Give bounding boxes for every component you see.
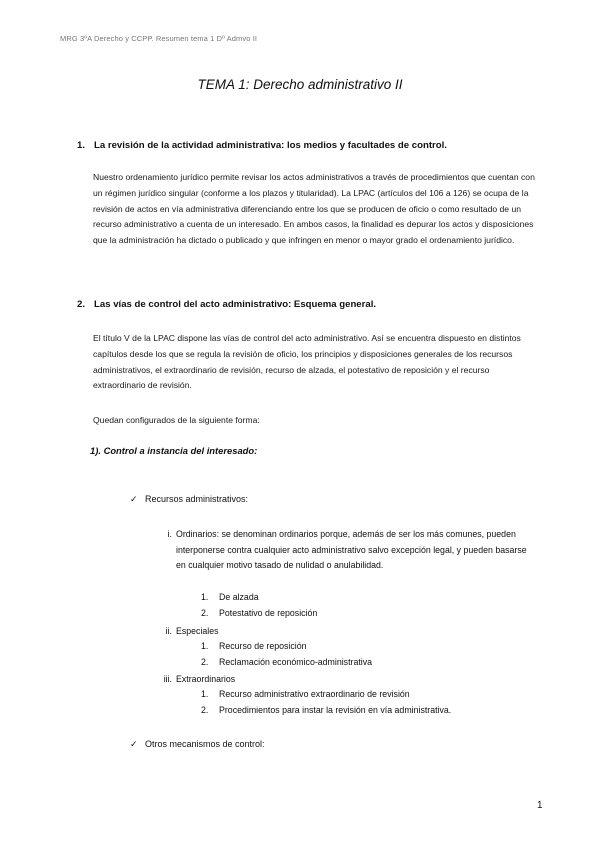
checklist-label: Recursos administrativos: [145,494,249,504]
section-2-paragraph: El título V de la LPAC dispone las vías de control del acto administrativo. Así se encuentra dispuesto en distintos capítulos desde los que se regula la revisión de oficio, los principios y disposiciones generales de los recursos administrativos, el extraordinario de revisión, recurso de alzada, el potestativo de reposición y el recurso extraordinario de revisión. [93,333,521,391]
page-title: TEMA 1: Derecho administrativo II [197,77,403,92]
section-heading-text: Las vías de control del acto administrativo: Esquema general. [94,299,377,310]
sub-item [201,608,501,620]
sub-item-number: 2. [201,608,209,618]
header-note: MRG 3ºA Derecho y CCPP. Resumen tema 1 Dº Admvo II [60,34,258,43]
roman-item-i [158,527,543,589]
sub-item-text: Procedimientos para instar la revisión en vía administrativa. [219,705,452,715]
sub-item-number: 2. [201,705,209,715]
checklist-label: Otros mecanismos de control: [145,739,265,749]
roman-item-text: Extraordinarios [176,674,236,684]
checkmark-icon: ✓ [130,739,138,749]
subsection-heading [90,445,257,456]
sub-item-number: 2. [201,657,209,667]
sub-item-text: Recurso administrativo extraordinario de revisión [219,689,410,699]
sub-item-text: Reclamación económico-administrativa [219,657,373,667]
roman-item-iii [158,672,543,686]
sub-item-number: 1. [201,592,209,602]
section-heading-text: La revisión de la actividad administrativa: los medios y facultades de control. [94,140,447,151]
roman-numeral: ii. [165,626,172,636]
checklist-item [130,494,430,508]
section-2-intro: Quedan configurados de la siguiente forma: [93,415,260,425]
checkmark-icon: ✓ [130,494,138,504]
sub-item [201,641,501,653]
checklist-item [130,739,430,753]
sub-item [201,689,541,701]
sub-item-number: 1. [201,689,209,699]
roman-item-ii [158,624,543,638]
roman-item-text: Especiales [176,626,219,636]
section-number: 2. [77,299,86,310]
page-number: 1 [537,800,543,811]
section-1-paragraph: Nuestro ordenamiento jurídico permite revisar los actos administrativos a través de procedimientos que cuentan con un régimen jurídico singular (conforme a los plazos y titularidad). La LPAC (artículos del 106 a 126) se ocupa de la revisión de actos en vía administrativa diferenciando entre los que se producen de oficio o como resultado de un recurso administrativo a cuenta de un interesado. En ambos casos, la finalidad es depurar los actos y disposiciones que la administración ha dictado o publicado y que infringen en menor o mayor grado el ordenamiento jurídico. [93,172,535,246]
roman-item-text: Ordinarios: se denominan ordinarios porque, además de ser los más comunes, pueden interponerse contra cualquier acto administrativo salvo excepción legal, y pueden basarse en cualquier motivo tasado de nulidad o anulabilidad. [176,529,527,571]
sub-item [201,657,501,669]
sub-item [201,705,541,717]
sub-item-text: Recurso de reposición [219,641,307,651]
sub-item [201,592,501,604]
roman-numeral: i. [167,529,172,539]
section-number: 1. [77,140,86,151]
subsection-number: 1). [90,445,101,456]
section-heading-1 [77,140,557,154]
roman-numeral: iii. [163,674,172,684]
section-heading-2 [77,299,557,313]
sub-item-text: Potestativo de reposición [219,608,318,618]
sub-item-number: 1. [201,641,209,651]
sub-item-text: De alzada [219,592,259,602]
subsection-title: Control a instancia del interesado: [103,445,258,456]
